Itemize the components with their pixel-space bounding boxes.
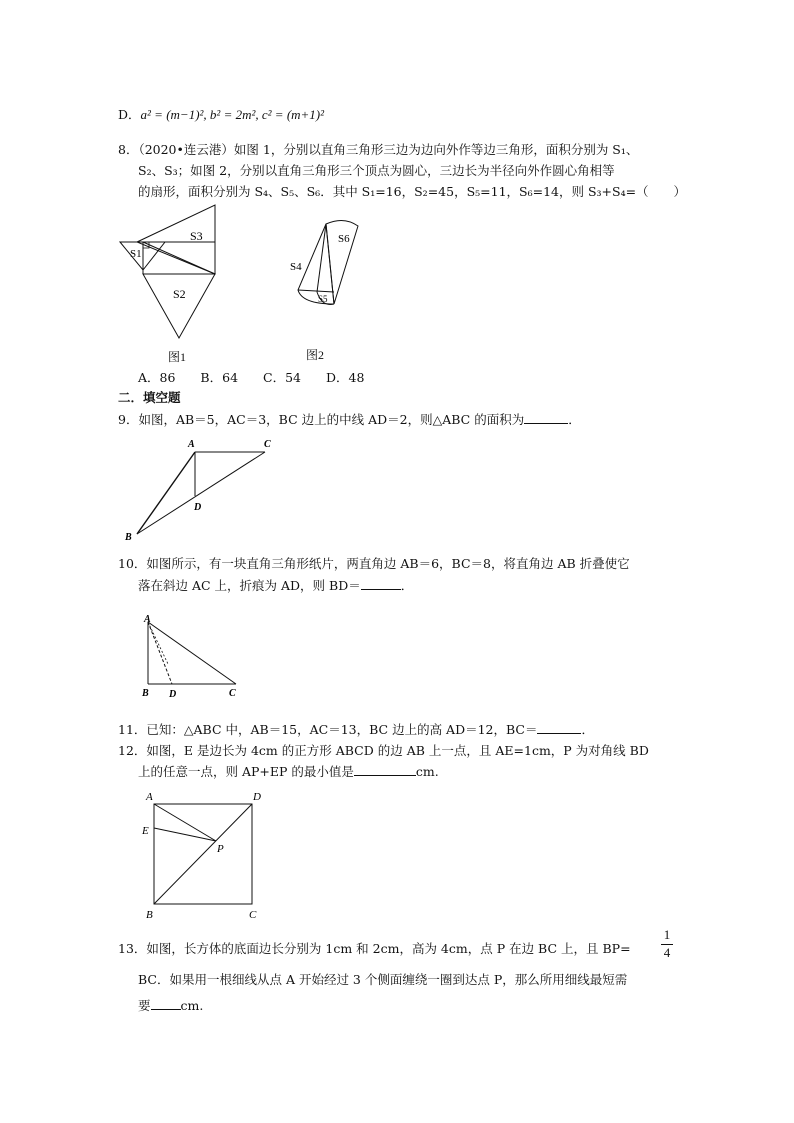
q12-label-b: B <box>146 909 153 921</box>
section-title-fill-in: 二．填空题 <box>118 390 181 405</box>
q9-label-c: C <box>264 439 271 450</box>
q8-line-3: 的扇形，面积分别为 S₄、S₅、S₆．其中 S₁=16，S₂=45，S₅=11，S₆=14，则 S₃+S₄=（ ） <box>138 184 687 199</box>
q7-option-d <box>118 105 324 125</box>
q13-fraction-numerator: 1 <box>663 927 671 942</box>
q12-figure <box>138 788 268 923</box>
q10-line-2 <box>138 576 413 596</box>
q13-line-2: BC．如果用一根细线从点 A 开始经过 3 个侧面缠绕一圈到达点 P，那么所用细线最短需 <box>138 972 628 987</box>
q11-text <box>118 720 594 740</box>
q10-label-d: D <box>169 689 177 700</box>
fig1-triangle-s2 <box>143 274 215 338</box>
q13-fraction-denominator: 4 <box>661 944 673 961</box>
q9-figure <box>122 436 272 546</box>
q12-line-2 <box>138 762 439 782</box>
q9-label-d: D <box>194 502 202 513</box>
q13-line-3-pre: 要 <box>138 998 151 1013</box>
fig1-label-s3: S3 <box>190 229 203 243</box>
q11-question: 11．已知：△ABC 中，AB＝15，AC＝13，BC 边上的高 AD＝12，BC＝ <box>118 722 538 737</box>
q8-line-2: S₂、S₃；如图 2，分别以直角三角形三个顶点为圆心，三边长为半径向外作圆心角相等 <box>138 163 615 178</box>
q11-end: ． <box>581 722 594 737</box>
q12-label-d: D <box>253 791 261 803</box>
q13-line-1: 13．如图，长方体的底面边长分别为 1cm 和 2cm，高为 4cm，点 P 在边 BC 上，且 BP= <box>118 941 631 956</box>
q12-label-a: A <box>146 791 153 803</box>
q7-option-d-math: a² = (m−1)², b² = 2m², c² = (m+1)² <box>140 107 325 122</box>
q13-line-3-post: cm. <box>180 998 204 1013</box>
q10-question: 落在斜边 AC 上，折痕为 AD，则 BD＝ <box>138 578 361 593</box>
q9-label-a: A <box>188 439 195 450</box>
q7-option-d-label: D． <box>118 107 141 122</box>
q8-options: A．86 B．64 C．54 D．48 <box>138 370 365 385</box>
q12-line-1: 12．如图，E 是边长为 4cm 的正方形 ABCD 的边 AB 上一点，且 AE=1cm，P 为对角线 BD <box>118 743 649 758</box>
q12-label-e: E <box>142 825 149 837</box>
q8-figure-2 <box>272 212 362 312</box>
q12-end: cm. <box>415 764 439 779</box>
q8-figure-1 <box>115 200 245 350</box>
q9-question: 9．如图，AB＝5，AC＝3，BC 边上的中线 AD＝2，则△ABC 的面积为 <box>118 412 525 427</box>
q13-fraction <box>661 927 673 961</box>
q11-answer-blank[interactable] <box>537 721 581 734</box>
q13-line-3 <box>138 996 203 1016</box>
q10-label-c: C <box>229 688 236 699</box>
q10-answer-blank[interactable] <box>361 577 401 590</box>
q13-answer-blank[interactable] <box>151 997 181 1010</box>
q12-label-p: P <box>217 843 224 855</box>
q10-line-1: 10．如图所示，有一块直角三角形纸片，两直角边 AB＝6，BC＝8，将直角边 AB 折叠使它 <box>118 556 630 571</box>
q8-figure-2-caption: 图2 <box>306 348 325 362</box>
fig1-label-s2: S2 <box>173 287 186 301</box>
q12-label-c: C <box>249 909 257 921</box>
fig2-label-s5: S5 <box>318 294 328 304</box>
fig1-triangle-s3 <box>137 205 215 274</box>
q10-label-b: B <box>142 688 149 699</box>
q9-label-b: B <box>125 532 132 543</box>
q10-label-a: A <box>144 614 151 625</box>
q10-end: ． <box>400 578 414 593</box>
q12-question: 上的任意一点，则 AP+EP 的最小值是 <box>138 764 354 779</box>
q10-figure <box>138 612 248 702</box>
q12-answer-blank[interactable] <box>354 763 416 776</box>
q9-end: ． <box>568 412 581 427</box>
q9-answer-blank[interactable] <box>524 411 568 424</box>
q9-text <box>118 410 581 430</box>
fig2-label-s6: S6 <box>338 233 350 245</box>
fig2-label-s4: S4 <box>290 261 302 273</box>
q8-line-1: 8．（2020•连云港）如图 1，分别以直角三角形三边为边向外作等边三角形，面积分别为 S₁、 <box>118 142 639 157</box>
q8-figure-1-caption: 图1 <box>168 350 187 364</box>
fig1-label-s1: S1 <box>130 248 142 260</box>
